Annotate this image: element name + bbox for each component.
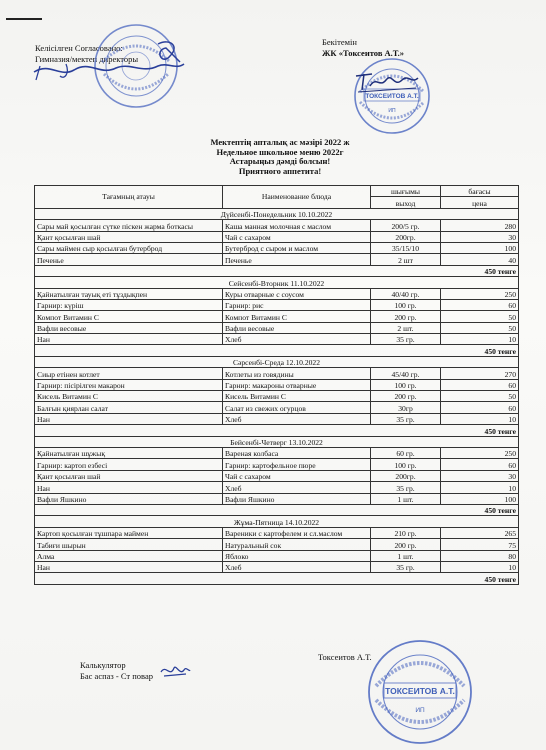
day-total: 450 тенге [35,265,519,276]
table-row [35,254,519,265]
table-row [35,299,519,310]
table-row [35,368,519,379]
dish-output: 200 гр. [371,311,441,322]
dish-name-kz: Қант қосылған шай [35,231,223,242]
dish-name-kz: Картоп қосылған тұшпара маймен [35,527,223,538]
day-name: Дүйсенбі-Понедельник 10.10.2022 [35,208,519,219]
table-row [35,459,519,470]
total-row [35,425,519,436]
table-row [35,391,519,402]
dish-name-kz: Нан [35,561,223,572]
dish-name-ru: Натуральный сок [223,539,371,550]
dish-price: 75 [441,539,519,550]
total-row [35,345,519,356]
dish-price: 10 [441,482,519,493]
day-total: 450 тенге [35,425,519,436]
dish-name-kz: Гарнир: картоп езбесі [35,459,223,470]
table-row [35,561,519,572]
table-row [35,550,519,561]
dish-name-ru: Хлеб [223,413,371,424]
day-row [35,208,519,219]
dish-name-ru: Гарнир: рис [223,299,371,310]
entrepreneur-name: Токсеитов А.Т. [318,652,372,662]
dish-name-ru: Вафли весовые [223,322,371,333]
dish-name-kz: Сиыр етінен котлет [35,368,223,379]
dish-price: 50 [441,391,519,402]
table-row [35,220,519,231]
header-name-ru: Наименование блюда [223,186,371,209]
dish-name-kz: Балғын қиярлан салат [35,402,223,413]
dish-name-kz: Қайнатылған тауық еті тұздықпен [35,288,223,299]
dish-price: 50 [441,322,519,333]
dish-name-ru: Хлеб [223,334,371,345]
day-name: Бейсенбі-Четверг 13.10.2022 [35,436,519,447]
dish-price: 10 [441,334,519,345]
day-row [35,356,519,367]
signature-chef [158,660,192,682]
approve-label: Бекітемін [322,37,357,47]
dish-name-ru: Вареники с картофелем и сл.маслом [223,527,371,538]
dish-output: 200гр. [371,470,441,481]
dish-price: 80 [441,550,519,561]
dish-name-kz: Нан [35,482,223,493]
day-name: Сәрсенбі-Среда 12.10.2022 [35,356,519,367]
table-row [35,539,519,550]
dish-name-kz: Алма [35,550,223,561]
dish-output: 200 гр. [371,539,441,550]
day-row [35,277,519,288]
dish-price: 265 [441,527,519,538]
dish-name-ru: Компот Витамин С [223,311,371,322]
table-row [35,470,519,481]
header-output-kz: шығымы [371,186,441,197]
footer-left [80,660,153,682]
dish-name-kz: Вафли Яшкино [35,493,223,504]
header-name-kz: Тағамның атауы [35,186,223,209]
dish-name-kz: Табиғи шырын [35,539,223,550]
dish-name-ru: Кисель Витамин С [223,391,371,402]
dish-name-kz: Компот Витамин С [35,311,223,322]
dish-output: 2 шт [371,254,441,265]
entrepreneur-label: ЖК «Токсеитов А.Т.» [322,48,404,58]
dish-name-kz: Кисель Витамин С [35,391,223,402]
header-output-ru: выход [371,197,441,208]
dish-name-ru: Куры отварные с соусом [223,288,371,299]
dish-name-ru: Хлеб [223,482,371,493]
dish-name-ru: Салат из свежих огурцов [223,402,371,413]
dish-price: 60 [441,379,519,390]
dish-output: 1 шт. [371,550,441,561]
stamp-name-bottom: ТОКСЕИТОВ А.Т. [385,686,455,696]
dish-output: 30гр [371,402,441,413]
dish-price: 250 [441,288,519,299]
table-header-row [35,186,519,197]
dish-name-ru: Чай с сахаром [223,470,371,481]
dish-name-kz: Қант қосылған шай [35,470,223,481]
dish-price: 100 [441,242,519,253]
dish-output: 45/40 гр. [371,368,441,379]
stamp-ip-top: ИП [388,108,396,114]
dish-output: 200гр. [371,231,441,242]
director-label: Гимназия/мектеп директоры [35,54,139,64]
dish-price: 40 [441,254,519,265]
dish-price: 270 [441,368,519,379]
day-name: Сейсенбі-Вторник 11.10.2022 [35,277,519,288]
agreed-label: Келісілген Согласовано: [35,43,123,53]
dish-name-ru: Вареная колбаса [223,447,371,458]
total-row [35,265,519,276]
stamp-name-top: ТОКСЕИТОВ А.Т. [365,93,419,100]
dish-output: 200 гр. [371,391,441,402]
dish-output: 100 гр. [371,459,441,470]
table-row [35,527,519,538]
dish-name-kz: Вафли весовые [35,322,223,333]
title-kz: Мектептің апталық ас мәзірі 2022 ж [210,137,350,147]
corner-mark [6,18,42,20]
menu-body [35,208,519,584]
table-row [35,493,519,504]
dish-name-kz: Гарнир: күріш [35,299,223,310]
dish-price: 10 [441,413,519,424]
total-row [35,573,519,584]
chef-label: Бас аспаз - Ст повар [80,671,153,681]
dish-name-kz: Қайнатылған шұжық [35,447,223,458]
dish-name-kz: Гарнир: пісірілген макарон [35,379,223,390]
dish-name-ru: Бутерброд с сыром и маслом [223,242,371,253]
dish-output: 200/5 гр. [371,220,441,231]
table-row [35,231,519,242]
dish-output: 210 гр. [371,527,441,538]
dish-name-ru: Хлеб [223,561,371,572]
dish-output: 100 гр. [371,299,441,310]
dish-output: 35 гр. [371,413,441,424]
header-price-ru: цена [441,197,519,208]
dish-output: 40/40 гр. [371,288,441,299]
day-row [35,516,519,527]
dish-price: 250 [441,447,519,458]
dish-price: 30 [441,470,519,481]
stamp-ip-bottom: ИП [415,707,425,714]
dish-name-ru: Вафли Яшкино [223,493,371,504]
dish-price: 280 [441,220,519,231]
signature-approver [352,62,422,96]
header-price-kz: бағасы [441,186,519,197]
dish-name-ru: Гарнир: макароны отварные [223,379,371,390]
table-row [35,379,519,390]
dish-price: 60 [441,402,519,413]
footer-right [318,652,372,662]
table-row [35,288,519,299]
dish-price: 60 [441,299,519,310]
dish-output: 1 шт. [371,493,441,504]
dish-name-kz: Печенье [35,254,223,265]
dish-name-kz: Нан [35,334,223,345]
dish-name-ru: Печенье [223,254,371,265]
dish-price: 100 [441,493,519,504]
wish-kz: Астарыңыз дәмді болсын! [229,156,331,167]
dish-output: 60 гр. [371,447,441,458]
dish-name-ru: Чай с сахаром [223,231,371,242]
dish-price: 50 [441,311,519,322]
dish-price: 30 [441,231,519,242]
dish-name-ru: Каша манная молочная с маслом [223,220,371,231]
dish-name-ru: Яблоко [223,550,371,561]
dish-name-kz: Сары май қосылған сүтке піскен жарма боткасы [35,220,223,231]
table-row [35,482,519,493]
dish-output: 35/15/10 [371,242,441,253]
table-row [35,322,519,333]
dish-output: 35 гр. [371,334,441,345]
dish-name-kz: Сары маймен сыр қосылған бутерброд [35,242,223,253]
menu-title [150,138,410,176]
dish-output: 100 гр. [371,379,441,390]
day-name: Жұма-Пятница 14.10.2022 [35,516,519,527]
dish-name-ru: Котлеты из говядины [223,368,371,379]
dish-name-ru: Гарнир: картофельное пюре [223,459,371,470]
round-stamp-bottom [366,638,474,746]
day-row [35,436,519,447]
table-row [35,242,519,253]
total-row [35,504,519,515]
title-ru: Недельное школьное меню 2022г [216,146,344,157]
calculator-label: Калькулятор [80,660,126,670]
menu-table [34,185,519,585]
signature-director [30,36,190,88]
table-row [35,447,519,458]
dish-price: 60 [441,459,519,470]
table-row [35,413,519,424]
day-total: 450 тенге [35,345,519,356]
dish-price: 10 [441,561,519,572]
table-row [35,311,519,322]
table-row [35,402,519,413]
day-total: 450 тенге [35,573,519,584]
dish-output: 35 гр. [371,561,441,572]
dish-name-kz: Нан [35,413,223,424]
table-row [35,334,519,345]
day-total: 450 тенге [35,504,519,515]
dish-output: 35 гр. [371,482,441,493]
wish-ru: Приятного аппетита! [238,165,322,176]
dish-output: 2 шт. [371,322,441,333]
